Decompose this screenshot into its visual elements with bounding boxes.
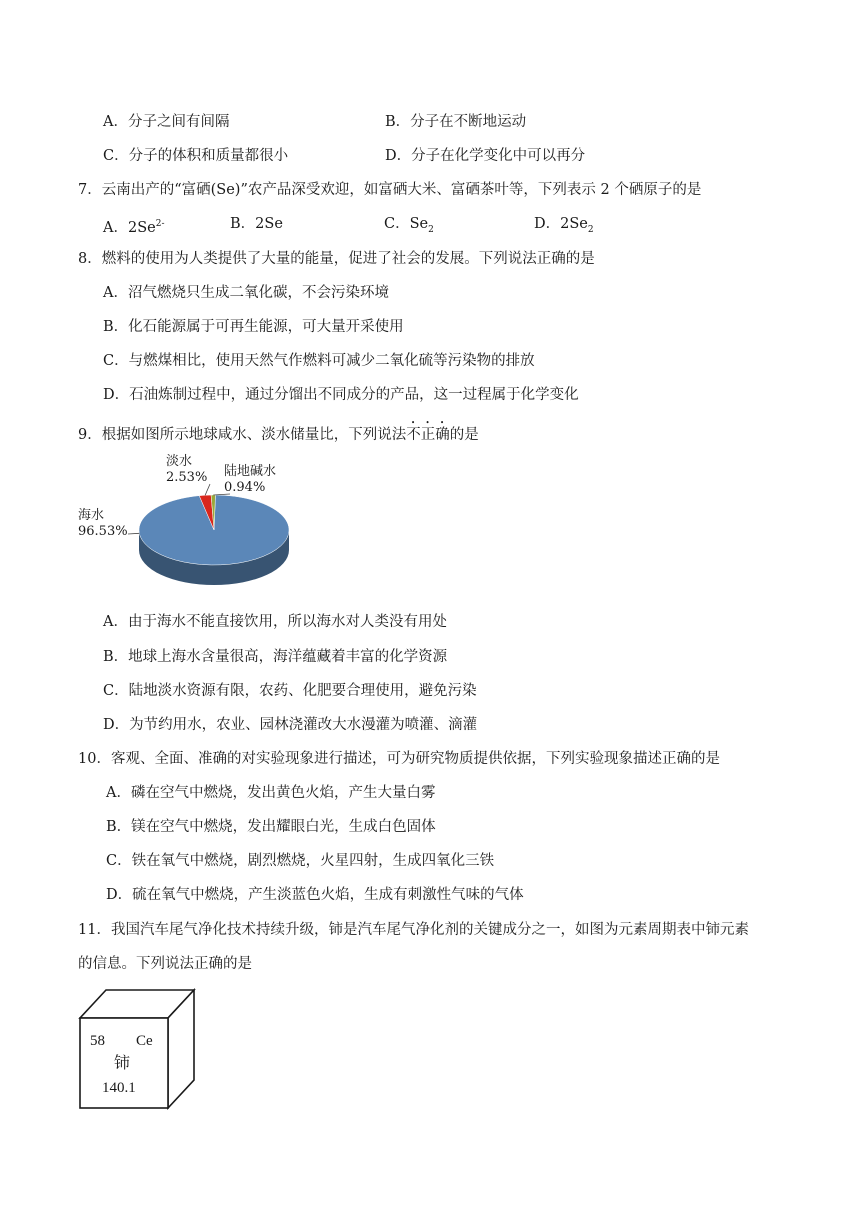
q7-option-c <box>384 214 434 240</box>
q7-option-b: B．2Se <box>230 216 283 232</box>
element-symbol: Ce <box>136 1033 153 1049</box>
q9-option-c: C．陆地淡水资源有限，农药、化肥要合理使用，避免污染 <box>103 683 477 699</box>
q7-option-a <box>103 214 165 238</box>
q11-stem-line2: 的信息。下列说法正确的是 <box>78 956 252 972</box>
q9-stem-after: 的是 <box>449 427 479 443</box>
q10-option-d: D．硫在氧气中燃烧，产生淡蓝色火焰，生成有刺激性气味的气体 <box>106 887 524 903</box>
q10-option-a: A．磷在空气中燃烧，发出黄色火焰，产生大量白雾 <box>106 785 436 801</box>
pie-label-seawater-value: 96.53% <box>78 524 128 539</box>
element-atomic-mass: 140.1 <box>102 1080 136 1096</box>
q7-option-c-text: C．Se <box>384 216 429 232</box>
q8-option-b: B．化石能源属于可再生能源，可大量开采使用 <box>103 319 404 335</box>
q10-option-c: C．铁在氧气中燃烧，剧烈燃烧，火星四射，生成四氧化三铁 <box>106 853 495 869</box>
q10-stem: 10．客观、全面、准确的对实验现象进行描述，可为研究物质提供依据，下列实验现象描述正确的是 <box>78 751 720 767</box>
q9-stem-emphasis: 不正确 <box>406 427 450 443</box>
q6-option-b: B．分子在不断地运动 <box>385 114 527 130</box>
q6-option-d: D．分子在化学变化中可以再分 <box>385 148 586 164</box>
q9-option-a: A．由于海水不能直接饮用，所以海水对人类没有用处 <box>103 614 447 630</box>
q9-stem-before: 9．根据如图所示地球咸水、淡水储量比，下列说法 <box>78 427 407 443</box>
pie-label-land-saltwater-name: 陆地碱水 <box>224 464 277 479</box>
pie-leader-seawater <box>128 533 139 534</box>
water-reserve-pie-chart <box>76 448 306 604</box>
pie-label-fresh-water-name: 淡水 <box>166 454 193 469</box>
pie-label-land-saltwater <box>224 464 276 496</box>
pie-label-land-saltwater-value: 0.94% <box>224 480 266 495</box>
element-name: 铈 <box>114 1053 131 1072</box>
q8-stem: 8．燃料的使用为人类提供了大量的能量，促进了社会的发展。下列说法正确的是 <box>78 251 595 267</box>
q8-option-a: A．沼气燃烧只生成二氧化碳，不会污染环境 <box>103 285 389 301</box>
pie-label-fresh-water <box>166 454 207 486</box>
pie-label-seawater <box>78 508 128 540</box>
q7-stem: 7．云南出产的“富硒(Se)”农产品深受欢迎，如富硒大米、富硒茶叶等，下列表示 2 个硒原子的是 <box>78 182 702 198</box>
q9-stem <box>78 419 479 445</box>
q6-option-a: A．分子之间有间隔 <box>103 114 230 130</box>
q6-option-c: C．分子的体积和质量都很小 <box>103 148 289 164</box>
q10-option-b: B．镁在空气中燃烧，发出耀眼白光，生成白色固体 <box>106 819 436 835</box>
q9-option-b: B．地球上海水含量很高，海洋蕴藏着丰富的化学资源 <box>103 649 448 665</box>
q7-option-a-charge: 2- <box>155 219 165 229</box>
cerium-element-card <box>78 988 198 1110</box>
pie-label-seawater-name: 海水 <box>78 508 105 523</box>
q7-option-d-sub: 2 <box>587 224 594 235</box>
q7-option-c-sub: 2 <box>428 224 434 235</box>
q8-option-d: D．石油炼制过程中，通过分馏出不同成分的产品，这一过程属于化学变化 <box>103 387 579 403</box>
q7-option-d-text: D．2Se <box>534 216 588 232</box>
element-atomic-number: 58 <box>90 1033 105 1049</box>
q7-option-d <box>534 214 594 240</box>
q9-option-d: D．为节约用水，农业、园林浇灌改大水漫灌为喷灌、滴灌 <box>103 717 478 733</box>
pie-label-fresh-water-value: 2.53% <box>166 470 208 485</box>
q7-option-a-text: A．2Se <box>103 219 156 236</box>
q11-stem-line1: 11．我国汽车尾气净化技术持续升级，铈是汽车尾气净化剂的关键成分之一，如图为元素周期表中铈元素 <box>78 922 749 938</box>
q8-option-c: C．与燃煤相比，使用天然气作燃料可减少二氧化硫等污染物的排放 <box>103 353 535 369</box>
